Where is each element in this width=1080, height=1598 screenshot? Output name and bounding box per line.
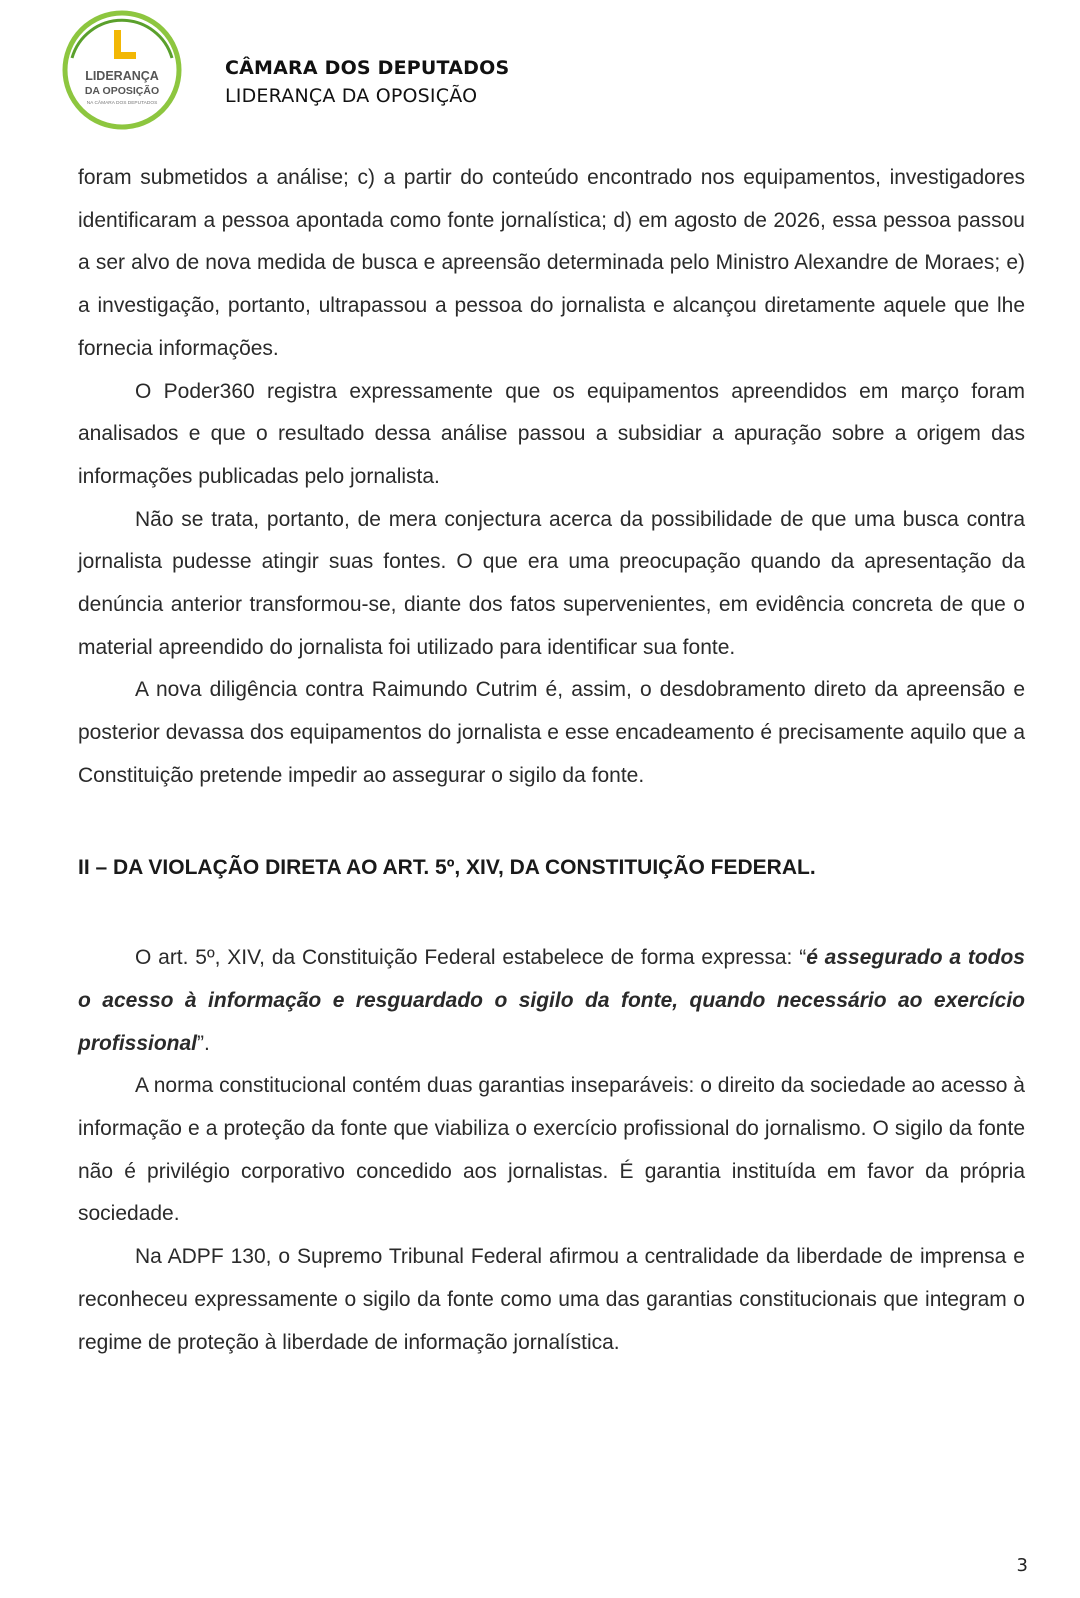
- section-heading: II – DA VIOLAÇÃO DIRETA AO ART. 5º, XIV, DA CONSTITUIÇÃO FEDERAL.: [78, 855, 816, 879]
- paragraph-adpf130: Na ADPF 130, o Supremo Tribunal Federal afirmou a centralidade da liberdade de imprensa e reconheceu expressamente o sigilo da fonte como uma das garantias constitucionais que integram o regime de proteção à liberdade de informação jornalística.: [78, 1245, 1025, 1354]
- quote-lead: O art. 5º, XIV, da Constituição Federal estabelece de forma expressa: “: [135, 946, 807, 970]
- page-number: 3: [1016, 1555, 1028, 1576]
- paragraph-norma: A norma constitucional contém duas garantias inseparáveis: o direito da sociedade ao acesso à informação e a proteção da fonte que viabiliza o exercício profissional do jornalismo. O sigilo da fonte não é privilégio corporativo concedido aos jornalistas. É garantia instituída em favor da própria sociedade.: [78, 1074, 1025, 1226]
- svg-text:NA CÂMARA DOS DEPUTADOS: NA CÂMARA DOS DEPUTADOS: [86, 101, 158, 106]
- svg-text:DA OPOSIÇÃO: DA OPOSIÇÃO: [84, 85, 160, 97]
- lideranca-oposicao-logo-icon: [60, 8, 184, 132]
- paragraph-poder360: O Poder360 registra expressamente que os equipamentos apreendidos em março foram analisados e que o resultado dessa análise passou a subsidiar a apuração sobre a origem das informações publicadas pelo jornalista.: [78, 379, 1025, 488]
- header-subtitle: LIDERANÇA DA OPOSIÇÃO: [225, 85, 478, 107]
- header-text: [225, 54, 509, 110]
- constitutional-quote: é assegurado a todos o acesso à informação e resguardado o sigilo da fonte, quando necessário ao exercício profissional: [78, 946, 1025, 1055]
- quote-tail: ”.: [197, 1031, 210, 1055]
- paragraph-conjectura: Não se trata, portanto, de mera conjectura acerca da possibilidade de que uma busca contra jornalista pudesse atingir suas fontes. O que era uma preocupação quando da apresentação da denúncia anterior transformou-se, diante dos fatos supervenientes, em evidência concreta de que o material apreendido do jornalista foi utilizado para identificar sua fonte.: [78, 507, 1025, 659]
- paragraph-continuation: foram submetidos a análise; c) a partir do conteúdo encontrado nos equipamentos, investigadores identificaram a pessoa apontada como fonte jornalística; d) em agosto de 2026, essa pessoa passou a ser alvo de nova medida de busca e apreensão determinada pelo Ministro Alexandre de Moraes; e) a investigação, portanto, ultrapassou a pessoa do jornalista e alcançou diretamente aquele que lhe fornecia informações.: [78, 166, 1025, 360]
- document-body: [78, 157, 1025, 1364]
- paragraph-art5: [78, 937, 1025, 1065]
- page-header: [60, 8, 960, 138]
- paragraph-diligencia: A nova diligência contra Raimundo Cutrim é, assim, o desdobramento direto da apreensão e posterior devassa dos equipamentos do jornalista e esse encadeamento é precisamente aquilo que a Constituição pretende impedir ao assegurar o sigilo da fonte.: [78, 678, 1025, 787]
- header-title: CÂMARA DOS DEPUTADOS: [225, 57, 510, 79]
- svg-text:LIDERANÇA: LIDERANÇA: [85, 69, 159, 83]
